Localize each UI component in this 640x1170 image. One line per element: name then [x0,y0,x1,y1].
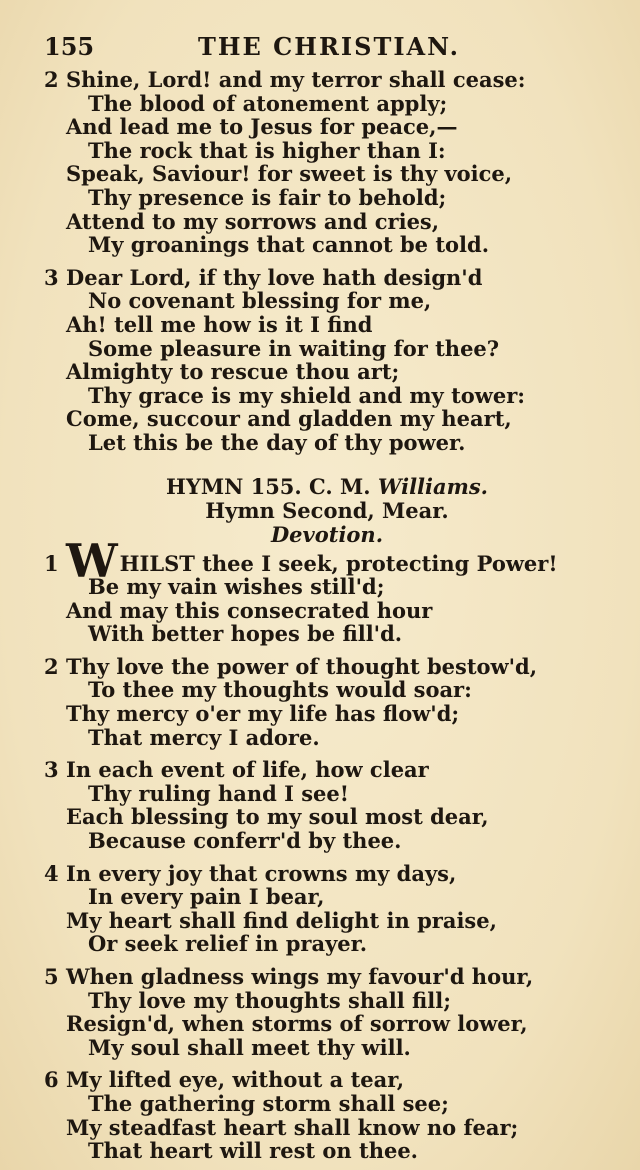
verse-text: In each event of life, how clear [66,757,429,783]
verse-line [44,1068,610,1092]
page-header [44,28,610,68]
verse-line [44,678,610,702]
verse-line [44,266,610,290]
verse-line [44,989,610,1013]
verse-line [44,1012,610,1036]
verse-line [44,1139,610,1163]
verse-line [44,805,610,829]
verse-line [44,115,610,139]
verse-text: My lifted eye, without a tear, [66,1067,405,1093]
verse-text: Thy mercy o'er my life has flow'd; [66,701,460,727]
verse-text: Let this be the day of thy power. [88,429,466,455]
previous-hymn-stanzas [44,68,610,455]
verse-line [44,575,610,599]
stanza-number: 1 [44,550,59,576]
verse-line [44,360,610,384]
verse-text: Thy love my thoughts shall fill; [88,987,451,1013]
page-number: 155 [44,32,95,61]
stanza [44,965,610,1059]
verse-text: The blood of atonement apply; [88,90,448,116]
hymn-heading-block [44,475,610,547]
verse-line [44,965,610,989]
verse-line [44,829,610,853]
verse-text: And lead me to Jesus for peace,— [66,114,458,140]
verse-line [44,162,610,186]
verse-line [44,862,610,886]
verse-text: My groanings that cannot be told. [88,232,490,258]
verse-text: Because conferr'd by thee. [88,828,402,854]
stanza-number: 2 [44,67,59,92]
stanza [44,68,610,257]
verse-text: Thy ruling hand I see! [88,780,349,806]
verse-text: Come, succour and gladden my heart, [66,406,512,432]
verse-text: Ah! tell me how is it I find [66,311,373,337]
verse-text: And may this consecrated hour [66,597,433,623]
hymn-tune: Hymn Second, Mear. [205,497,449,523]
running-title: THE CHRISTIAN. [198,32,460,61]
verse-text: With better hopes be fill'd. [88,621,403,647]
verse-line [44,337,610,361]
verse-text: Shine, Lord! and my terror shall cease: [66,67,526,92]
verse-text: Be my vain wishes still'd; [88,574,385,600]
stanza [44,266,610,455]
stanza-number: 3 [44,264,59,290]
verse-text: The gathering storm shall see; [88,1090,449,1116]
verse-text: The rock that is higher than I: [88,137,446,163]
verse-text: That heart will rest on thee. [88,1138,418,1164]
stanza-number: 5 [44,964,59,989]
verse-line [44,909,610,933]
verse-text: Thy presence is fair to behold; [88,184,447,210]
verse-text: Thy love the power of thought bestow'd, [66,653,538,679]
stanza-number: 3 [44,757,59,783]
stanza [44,1068,610,1162]
hymn-subject: Devotion. [270,521,384,547]
verse-text: Attend to my sorrows and cries, [66,208,440,234]
verse-line [44,885,610,909]
verse-line [44,92,610,116]
verse-line [44,313,610,337]
stanza [44,758,610,852]
verse-line [44,599,610,623]
hymn-heading: HYMN 155. C. M. [166,473,371,499]
verse-text: Some pleasure in waiting for thee? [88,335,500,361]
verse-line [44,1036,610,1060]
verse-line [44,289,610,313]
verse-text: Thy grace is my shield and my tower: [88,382,526,408]
verse-text: Almighty to rescue thou art; [66,359,400,385]
verse-text: In every pain I bear, [88,884,325,910]
verse-line [44,1116,610,1140]
verse-line [44,726,610,750]
verse-line [44,1092,610,1116]
verse-line [44,210,610,234]
verse-text: HILST thee I seek, protecting Power! [119,550,558,576]
verse-text: That mercy I adore. [88,724,320,750]
verse-line [44,758,610,782]
verse-line [44,407,610,431]
verse-line [44,186,610,210]
stanza [44,862,610,956]
stanza-number: 2 [44,653,59,679]
verse-text: No covenant blessing for me, [88,288,432,314]
verse-line [44,68,610,92]
verse-text: When gladness wings my favour'd hour, [66,964,534,989]
verse-line [44,233,610,257]
verse-text: To thee my thoughts would soar: [88,677,472,703]
verse-line [44,932,610,956]
verse-text: Each blessing to my soul most dear, [66,804,489,830]
verse-text: In every joy that crowns my days, [66,860,457,886]
verse-text: My soul shall meet thy will. [88,1034,411,1060]
stanza [44,655,610,749]
drop-cap: W [66,533,118,588]
verse-text: My heart shall find delight in praise, [66,907,497,933]
verse-line [44,622,610,646]
verse-text: My steadfast heart shall know no fear; [66,1114,519,1140]
verse-line [44,384,610,408]
verse-line [44,782,610,806]
verse-text: Speak, Saviour! for sweet is thy voice, [66,161,513,187]
verse-line [44,139,610,163]
stanza-number: 4 [44,860,59,886]
stanza-number: 6 [44,1067,59,1093]
verse-line [44,431,610,455]
verse-text: Resign'd, when storms of sorrow lower, [66,1011,528,1037]
verse-text: Dear Lord, if thy love hath design'd [66,264,483,290]
verse-line [44,702,610,726]
verse-line [44,655,610,679]
verse-text: Or seek relief in prayer. [88,931,368,957]
hymn-author: Williams. [377,473,488,499]
